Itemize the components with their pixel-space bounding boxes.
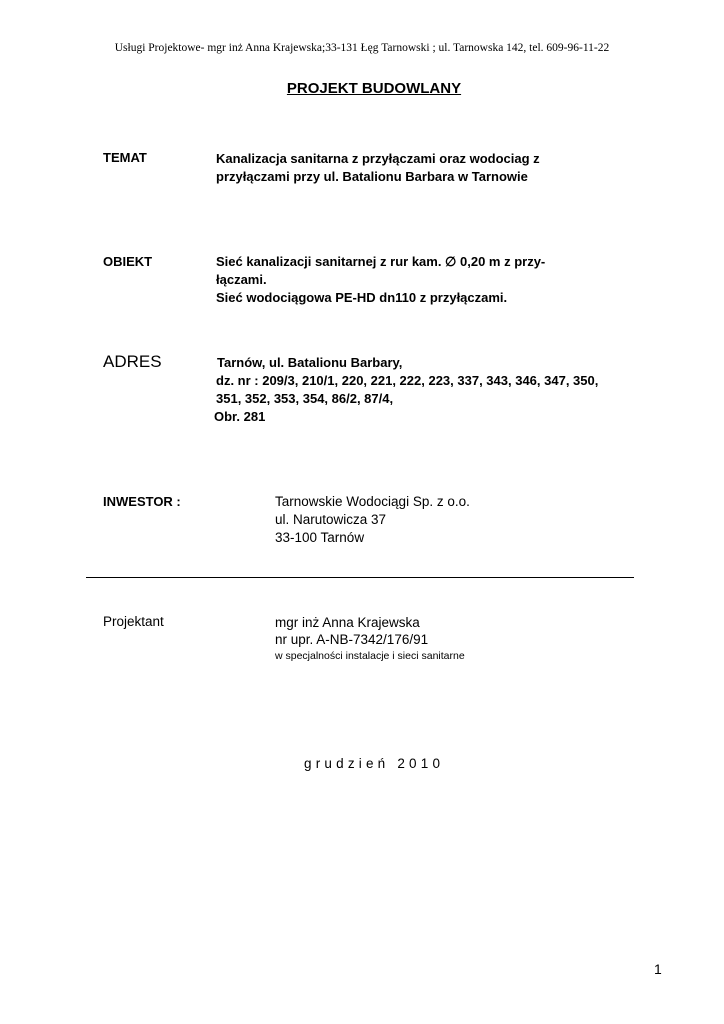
projektant-value (275, 614, 465, 664)
temat-line: przyłączami przy ul. Batalionu Barbara w Tarnowie (216, 169, 528, 184)
temat-value (216, 150, 540, 186)
document-header: Usługi Projektowe- mgr inż Anna Krajewska;33-131 Łęg Tarnowski ; ul. Tarnowska 142, tel. 609-96-11-22 (114, 42, 610, 54)
obiekt-line: Sieć wodociągowa PE-HD dn110 z przyłączami. (216, 290, 508, 305)
page-number: 1 (654, 961, 662, 977)
projektant-line: mgr inż Anna Krajewska (275, 615, 420, 630)
adres-line: Tarnów, ul. Batalionu Barbary, (217, 355, 403, 370)
document-date: grudzień 2010 (304, 756, 445, 771)
inwestor-line: Tarnowskie Wodociągi Sp. z o.o. (275, 494, 470, 509)
inwestor-line: 33-100 Tarnów (275, 530, 365, 545)
obiekt-line: Sieć kanalizacji sanitarnej z rur kam. ∅ 0,20 m z przy- (216, 254, 546, 269)
projektant-label: Projektant (103, 614, 164, 629)
projektant-line: nr upr. A-NB-7342/176/91 (275, 632, 429, 647)
adres-label: ADRES (103, 352, 162, 371)
inwestor-line: ul. Narutowicza 37 (275, 512, 387, 527)
adres-line: 351, 352, 353, 354, 86/2, 87/4, (216, 391, 394, 406)
adres-line: dz. nr : 209/3, 210/1, 220, 221, 222, 223, 337, 343, 346, 347, 350, (216, 373, 599, 388)
adres-value (216, 354, 598, 426)
divider-line (86, 577, 634, 578)
temat-line: Kanalizacja sanitarna z przyłączami oraz wodociag z (216, 151, 540, 166)
inwestor-value (275, 493, 470, 547)
inwestor-label: INWESTOR : (103, 494, 181, 509)
obiekt-line: łączami. (216, 272, 267, 287)
adres-line: Obr. 281 (214, 409, 266, 424)
projektant-specialty: w specjalności instalacje i sieci sanitarne (275, 650, 465, 662)
document-title: PROJEKT BUDOWLANY (286, 80, 462, 97)
obiekt-label: OBIEKT (103, 254, 153, 269)
obiekt-value (216, 253, 545, 307)
temat-label: TEMAT (103, 150, 147, 165)
